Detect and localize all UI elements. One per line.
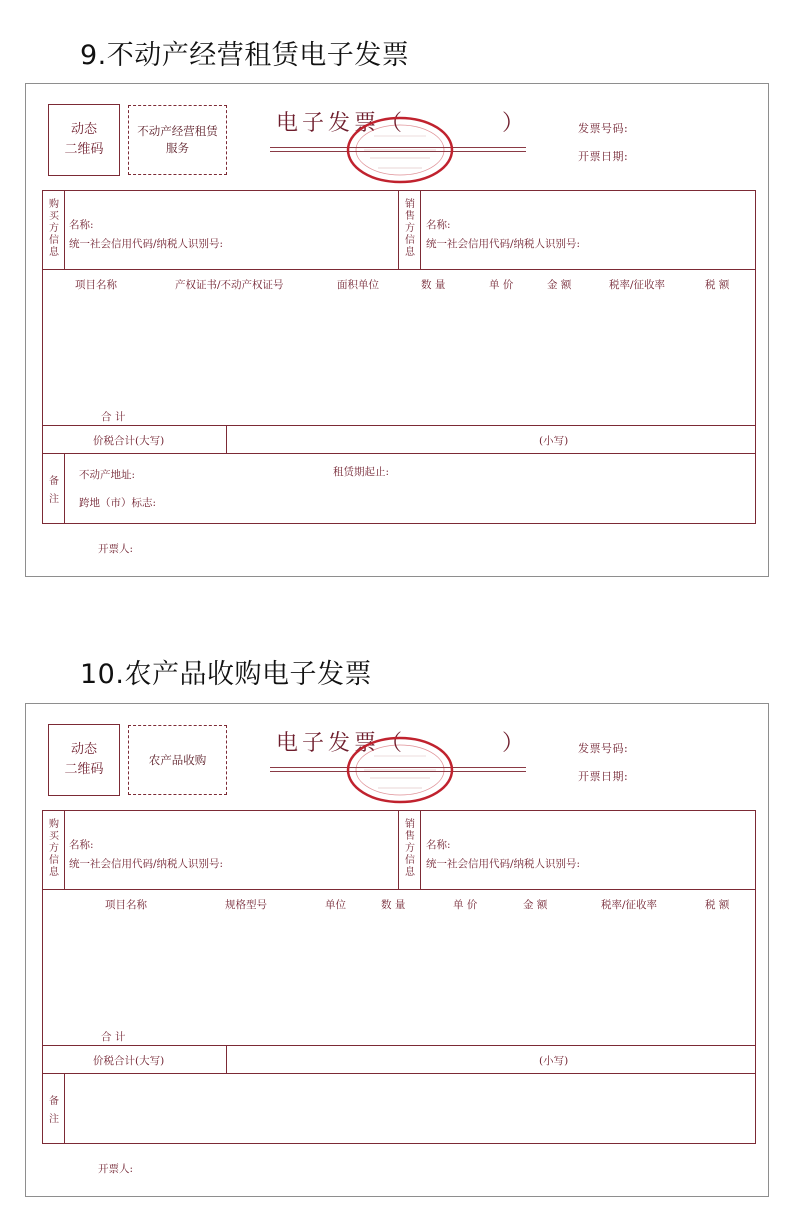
seller-tax-id-label: 统一社会信用代码/纳税人识别号: bbox=[426, 238, 581, 250]
invoice-table bbox=[42, 190, 756, 524]
column-header: 金 额 bbox=[547, 279, 572, 291]
invoice-title-close: ） bbox=[502, 111, 525, 136]
column-header: 单位 bbox=[325, 899, 346, 911]
column-header: 单 价 bbox=[489, 279, 514, 291]
column-header: 数 量 bbox=[421, 279, 446, 291]
seller-info-label: 销 售 方 信 息 bbox=[405, 199, 415, 258]
invoice-real-estate-lease bbox=[26, 84, 770, 578]
grand-total-label: 价税合计(大写) bbox=[93, 1055, 165, 1067]
seller-name-label: 名称: bbox=[426, 839, 451, 851]
invoice-title-close: ） bbox=[502, 731, 525, 756]
qr-label-line1: 动态 bbox=[70, 122, 97, 137]
buyer-info-label: 购 买 方 信 息 bbox=[49, 819, 59, 878]
column-header: 项目名称 bbox=[105, 899, 147, 911]
invoice-number-label: 发票号码: bbox=[578, 742, 629, 755]
seller-tax-id-label: 统一社会信用代码/纳税人识别号: bbox=[426, 858, 581, 870]
qr-label-line2: 二维码 bbox=[64, 142, 104, 157]
qr-label-line2: 二维码 bbox=[64, 762, 104, 777]
invoice-date-label: 开票日期: bbox=[578, 150, 629, 163]
invoice-frame bbox=[25, 83, 769, 577]
lease-period-label: 租赁期起止: bbox=[333, 466, 390, 478]
buyer-info-label: 购 买 方 信 息 bbox=[49, 199, 59, 258]
seller-name-label: 名称: bbox=[426, 219, 451, 231]
invoice-frame bbox=[25, 703, 769, 1197]
invoice-type-box bbox=[128, 725, 227, 795]
invoice-title: 电子发票（ bbox=[276, 731, 407, 756]
property-address-label: 不动产地址: bbox=[79, 469, 136, 481]
qr-label-line1: 动态 bbox=[70, 742, 97, 757]
column-header: 税 额 bbox=[705, 899, 730, 911]
type-box-line2: 服务 bbox=[166, 141, 189, 155]
dynamic-qr-box bbox=[48, 104, 120, 176]
column-header: 金 额 bbox=[523, 899, 548, 911]
invoice-date-label: 开票日期: bbox=[578, 770, 629, 783]
buyer-tax-id-label: 统一社会信用代码/纳税人识别号: bbox=[69, 858, 224, 870]
buyer-name-label: 名称: bbox=[69, 839, 94, 851]
section-title: 9.不动产经营租赁电子发票 bbox=[80, 40, 410, 71]
total-label: 合 计 bbox=[101, 1031, 126, 1043]
small-amount-label: (小写) bbox=[539, 1055, 569, 1067]
seller-info-label: 销 售 方 信 息 bbox=[405, 819, 415, 878]
column-header: 税 额 bbox=[705, 279, 730, 291]
grand-total-label: 价税合计(大写) bbox=[93, 435, 165, 447]
type-box-line1: 农产品收购 bbox=[148, 752, 207, 767]
column-header: 数 量 bbox=[381, 899, 406, 911]
invoice-agricultural-purchase bbox=[26, 704, 770, 1198]
column-header: 产权证书/不动产权证号 bbox=[175, 279, 284, 291]
red-oval-seal-icon bbox=[344, 114, 456, 186]
remarks-label: 备 注 bbox=[49, 1096, 59, 1125]
invoice-number-label: 发票号码: bbox=[578, 122, 629, 135]
column-header: 项目名称 bbox=[75, 279, 117, 291]
buyer-name-label: 名称: bbox=[69, 219, 94, 231]
invoice-table bbox=[42, 810, 756, 1144]
red-oval-seal-icon bbox=[344, 734, 456, 806]
invoice-title: 电子发票（ bbox=[276, 111, 407, 136]
section-title: 10.农产品收购电子发票 bbox=[80, 659, 372, 690]
small-amount-label: (小写) bbox=[539, 435, 569, 447]
type-box-line1: 不动产经营租赁 bbox=[137, 124, 218, 138]
column-header: 规格型号 bbox=[225, 899, 267, 911]
column-header: 税率/征收率 bbox=[601, 899, 658, 911]
invoice-type-box bbox=[128, 105, 227, 175]
column-header: 面积单位 bbox=[337, 279, 379, 291]
remarks-label: 备 注 bbox=[49, 476, 59, 505]
column-header: 税率/征收率 bbox=[609, 279, 666, 291]
total-label: 合 计 bbox=[101, 411, 126, 423]
dynamic-qr-box bbox=[48, 724, 120, 796]
column-header: 单 价 bbox=[453, 899, 478, 911]
cross-city-flag-label: 跨地（市）标志: bbox=[79, 497, 157, 509]
issuer-label: 开票人: bbox=[98, 1163, 134, 1175]
issuer-label: 开票人: bbox=[98, 543, 134, 555]
buyer-tax-id-label: 统一社会信用代码/纳税人识别号: bbox=[69, 238, 224, 250]
